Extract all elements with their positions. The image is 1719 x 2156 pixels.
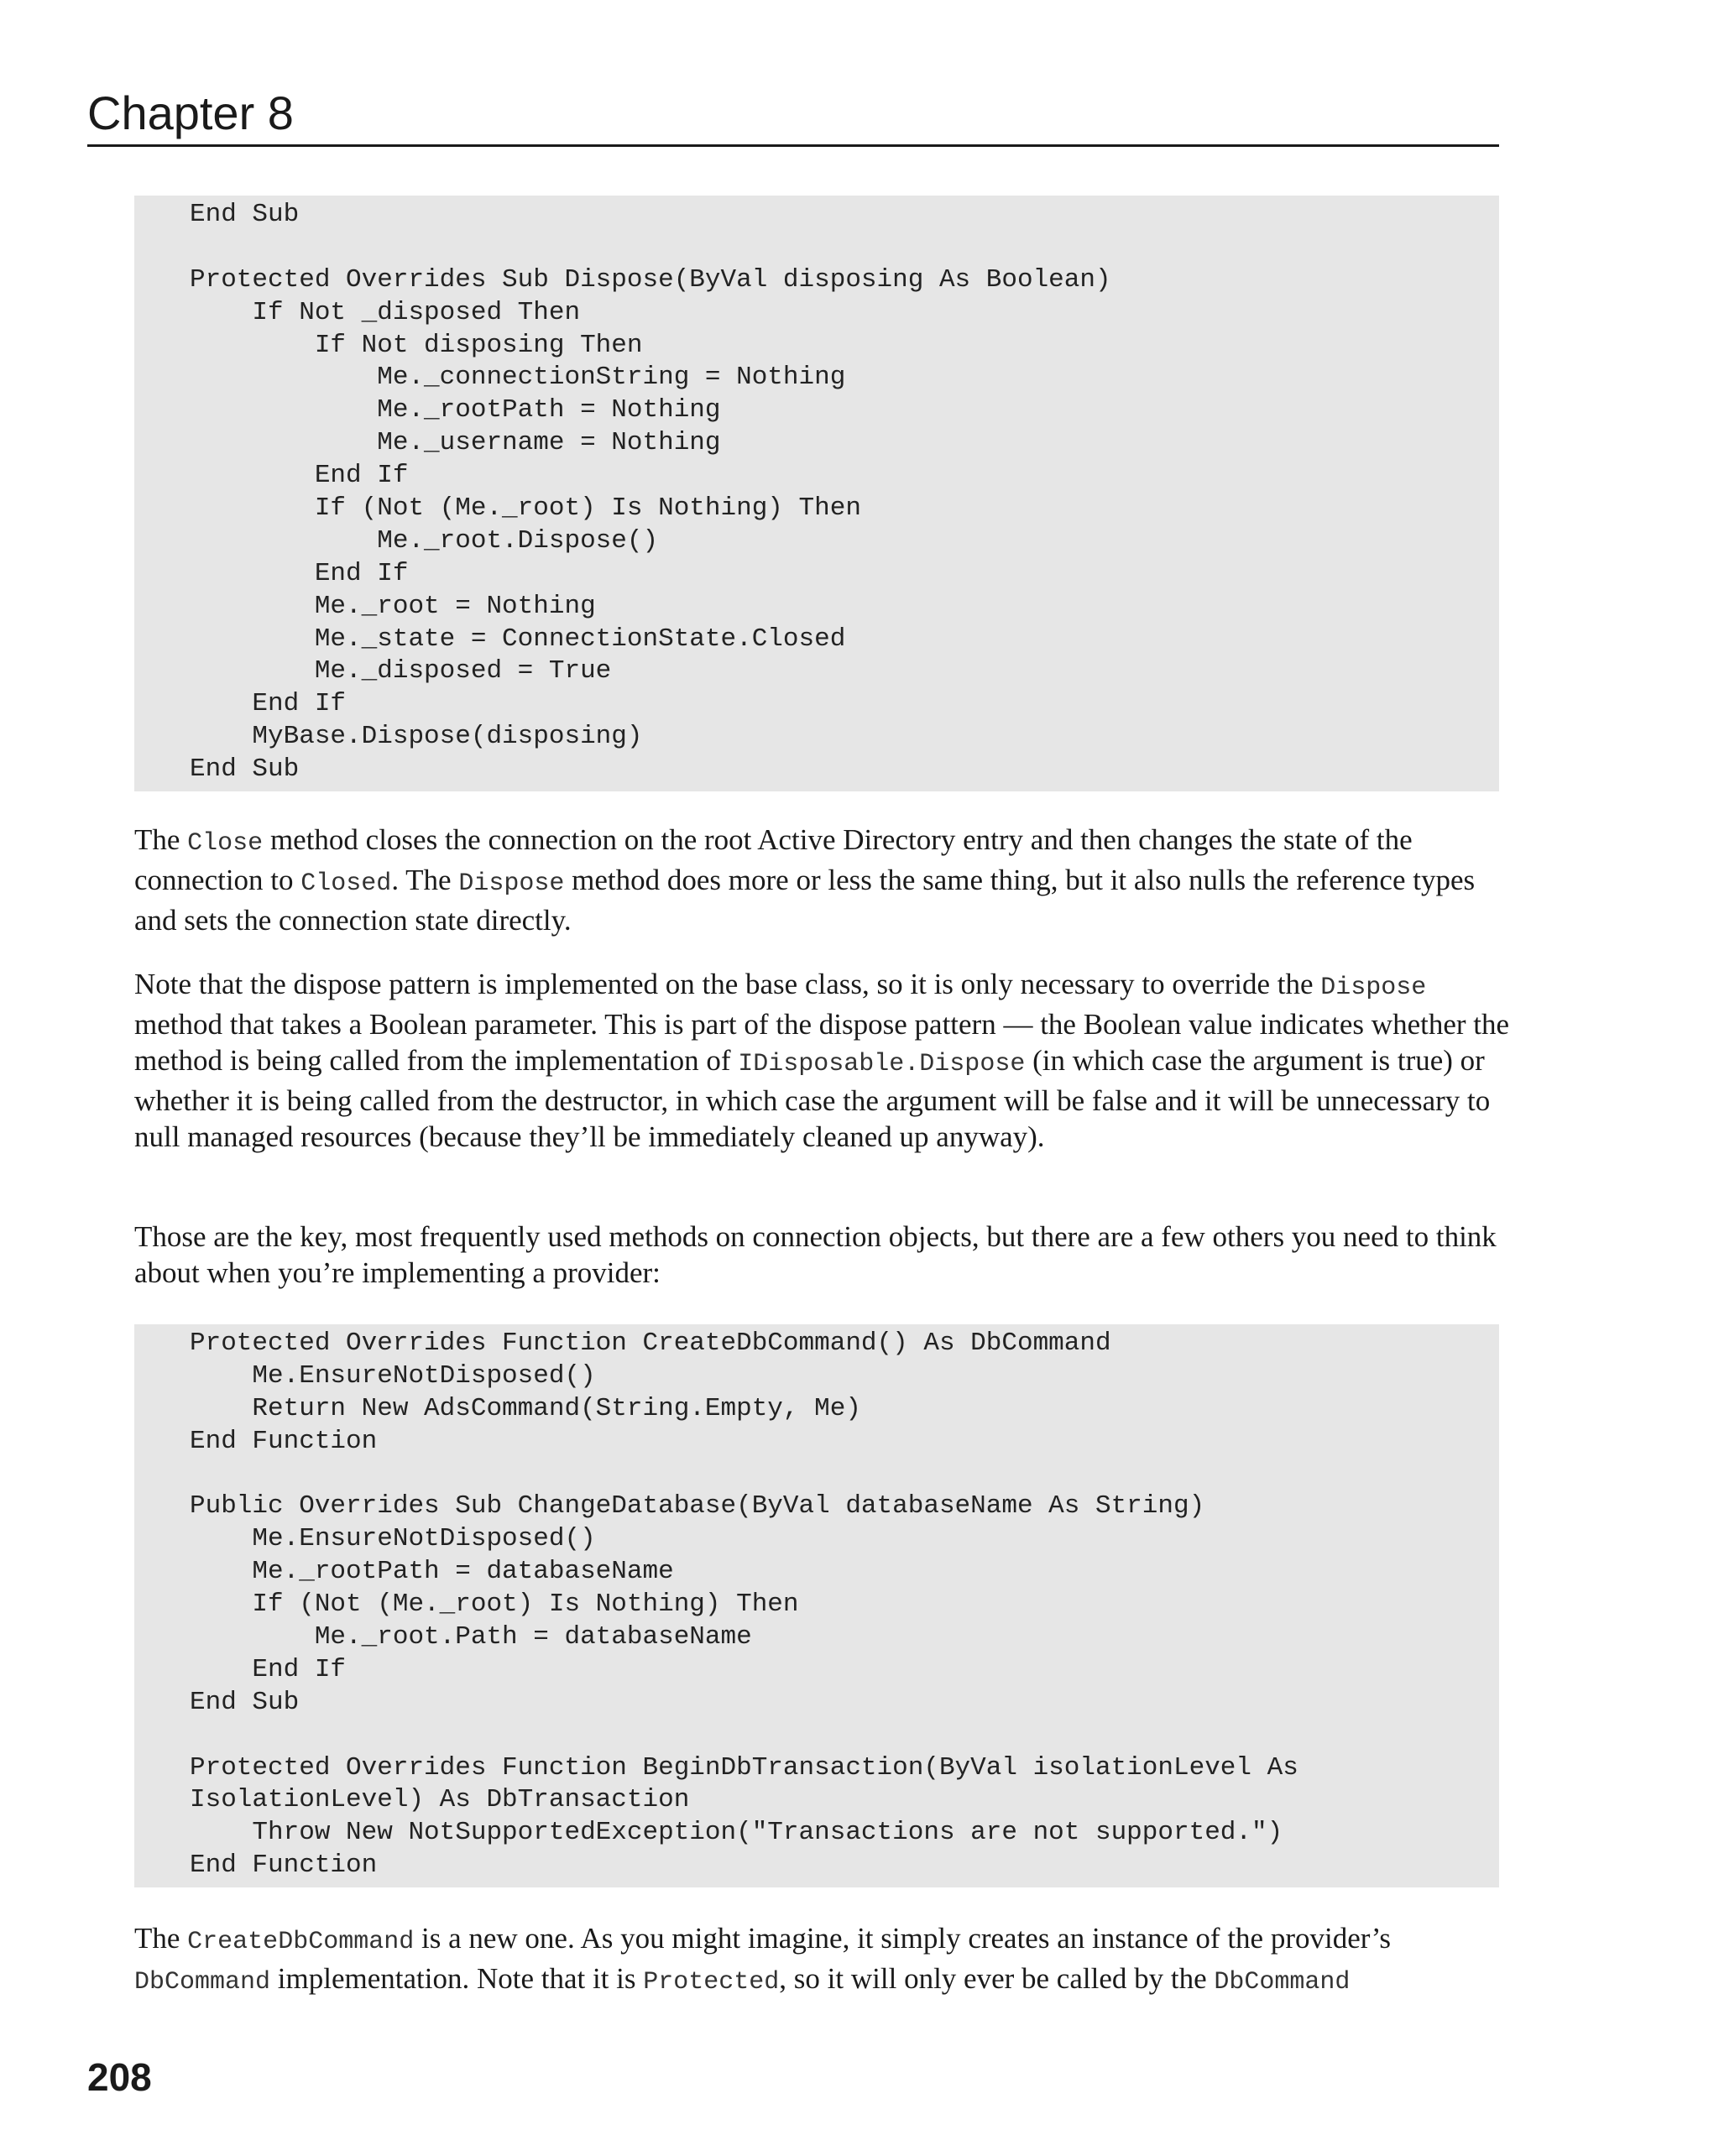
code-line: End Sub	[190, 200, 300, 229]
code-line: If (Not (Me._root) Is Nothing) Then	[190, 493, 861, 524]
chapter-title: Chapter 8	[87, 86, 294, 139]
code-line: Me._disposed = True	[190, 656, 612, 686]
paragraph-dispose-pattern	[134, 966, 1511, 1155]
code-block-connection-methods	[134, 1324, 1499, 1887]
paragraph-other-methods	[134, 1219, 1511, 1291]
code-line	[190, 232, 1499, 264]
code-line: Me.EnsureNotDisposed()	[190, 1360, 596, 1391]
code-line: End Function	[190, 1851, 378, 1881]
code-line: Me._root.Path = databaseName	[190, 1622, 752, 1652]
code-line	[190, 1720, 1499, 1752]
code-line: MyBase.Dispose(disposing)	[190, 722, 643, 752]
code-line: Me._rootPath = Nothing	[190, 395, 721, 425]
text-run: . The	[391, 864, 459, 896]
inline-code: Dispose	[458, 869, 565, 898]
inline-code: Close	[187, 829, 264, 858]
text-run: , so it will only ever be called by the	[779, 1962, 1215, 1995]
code-line	[190, 1459, 1499, 1491]
code-line: End If	[190, 1654, 347, 1684]
code-line: Me._state = ConnectionState.Closed	[190, 624, 846, 654]
code-line: If Not _disposed Then	[190, 297, 581, 327]
code-line: Public Overrides Sub ChangeDatabase(ByVal databaseName As String)	[190, 1491, 1205, 1522]
code-line: End If	[190, 689, 347, 719]
code-line: End Function	[190, 1426, 378, 1456]
code-line: End If	[190, 558, 409, 588]
code-block-dispose	[134, 196, 1499, 791]
text-run: implementation. Note that it is	[270, 1962, 644, 1995]
code-line: Protected Overrides Function BeginDbTransaction(ByVal isolationLevel As	[190, 1752, 1298, 1783]
text-run: The	[134, 1922, 188, 1955]
text-run: method closes the connection on the root Active Directory entry and then changes the state of the connection to	[134, 823, 1413, 896]
code-line: IsolationLevel) As DbTransaction	[190, 1785, 690, 1815]
code-line: Me._username = Nothing	[190, 428, 721, 458]
code-line: End Sub	[190, 1687, 300, 1717]
code-line: Me._connectionString = Nothing	[190, 363, 846, 393]
inline-code: DbCommand	[134, 1968, 271, 1997]
code-line: Me._root = Nothing	[190, 591, 596, 621]
text-run: is a new one. As you might imagine, it simply creates an instance of the provider’s	[414, 1922, 1392, 1955]
text-run: method does more or less the same thing, but it also nulls the reference types and sets the connection state directly.	[134, 864, 1476, 937]
code-line: Throw New NotSupportedException("Transactions are not supported.")	[190, 1818, 1283, 1848]
text-run: Note that the dispose pattern is implemented on the base class, so it is only necessary to override the	[134, 968, 1321, 1000]
code-line: End Sub	[190, 754, 300, 785]
chapter-header	[87, 84, 1499, 147]
code-line: End If	[190, 461, 409, 491]
code-line: Me._rootPath = databaseName	[190, 1557, 674, 1587]
code-line: Protected Overrides Function CreateDbCommand() As DbCommand	[190, 1329, 1111, 1358]
inline-code: CreateDbCommand	[187, 1928, 415, 1956]
text-run: (in which case the argument is true) or whether it is being called from the destructor, in which case the argument will be false and it will be unnecessary to null managed resources (because they’ll be immediately cleaned up anyway).	[134, 1044, 1491, 1153]
inline-code: Dispose	[1320, 974, 1427, 1002]
inline-code: Protected	[643, 1968, 780, 1997]
page-number: 208	[87, 2055, 152, 2099]
code-line: Return New AdsCommand(String.Empty, Me)	[190, 1393, 861, 1423]
inline-code: DbCommand	[1214, 1968, 1351, 1997]
paragraph-createdbcommand	[134, 1920, 1511, 2001]
code-line: If Not disposing Then	[190, 330, 643, 360]
paragraph-close-dispose	[134, 822, 1511, 938]
code-line: If (Not (Me._root) Is Nothing) Then	[190, 1590, 799, 1620]
code-line: Me._root.Dispose()	[190, 525, 659, 556]
code-line: Protected Overrides Sub Dispose(ByVal disposing As Boolean)	[190, 264, 1111, 295]
text-run: Those are the key, most frequently used methods on connection objects, but there are a few others you need to think about when you’re implementing a provider:	[134, 1220, 1497, 1289]
code-line: Me.EnsureNotDisposed()	[190, 1524, 596, 1554]
inline-code: Closed	[300, 869, 392, 898]
text-run: The	[134, 823, 188, 856]
text-run: method that takes a Boolean parameter. This is part of the dispose pattern — the Boolean value indicates whether the method is being called from the implementation of	[134, 1008, 1510, 1077]
inline-code: IDisposable.Dispose	[738, 1050, 1026, 1078]
